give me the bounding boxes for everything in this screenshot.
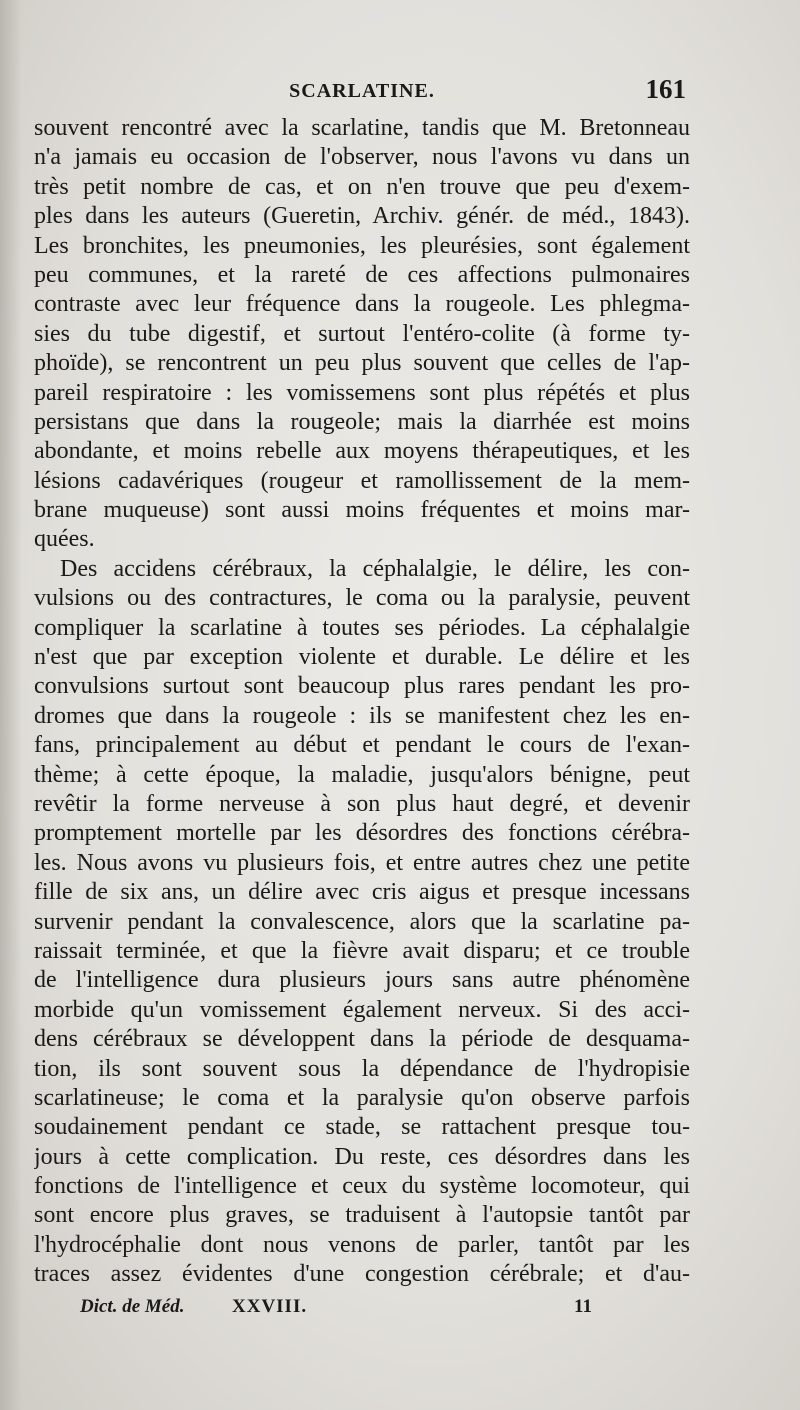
- text-line: très petit nombre de cas, et on n'en trouve que peu d'exem-: [34, 173, 690, 200]
- text-line: sies du tube digestif, et surtout l'entéro-colite (à forme ty-: [34, 320, 690, 347]
- text-line: phoïde), se rencontrent un peu plus souvent que celles de l'ap-: [34, 350, 690, 377]
- paragraph-end-line: quées.: [34, 526, 95, 553]
- text-line: convulsions surtout sont beaucoup plus rares pendant les pro-: [34, 673, 690, 700]
- text-line: pareil respiratoire : les vomissemens sont plus répétés et plus: [34, 379, 690, 406]
- text-line: raissait terminée, et que la fièvre avait disparu; et ce trouble: [34, 937, 690, 964]
- text-line: Les bronchites, les pneumonies, les pleurésies, sont également: [34, 232, 690, 259]
- text-line: morbide qu'un vomissement également nerveux. Si des acci-: [34, 996, 690, 1023]
- text-line: scarlatineuse; le coma et la paralysie qu'on observe parfois: [34, 1084, 690, 1111]
- text-line: n'est que par exception violente et durable. Le délire et les: [34, 644, 690, 671]
- page-header: [34, 74, 690, 108]
- text-line: sont encore plus graves, se traduisent à l'autopsie tantôt par: [34, 1202, 690, 1229]
- text-line: les. Nous avons vu plusieurs fois, et entre autres chez une petite: [34, 849, 690, 876]
- text-line: tion, ils sont souvent sous la dépendance de l'hydropisie: [34, 1055, 690, 1082]
- text-line: thème; à cette époque, la maladie, jusqu'alors bénigne, peut: [34, 761, 690, 788]
- text-line: abondante, et moins rebelle aux moyens thérapeutiques, et les: [34, 438, 690, 465]
- text-line: fonctions de l'intelligence et ceux du système locomoteur, qui: [34, 1173, 690, 1200]
- text-line: brane muqueuse) sont aussi moins fréquentes et moins mar-: [34, 497, 690, 524]
- text-line: revêtir la forme nerveuse à son plus haut degré, et devenir: [34, 790, 690, 817]
- text-line: jours à cette complication. Du reste, ces désordres dans les: [34, 1143, 690, 1170]
- text-line: lésions cadavériques (rougeur et ramollissement de la mem-: [34, 467, 690, 494]
- text-line: persistans que dans la rougeole; mais la diarrhée est moins: [34, 408, 690, 435]
- text-line: de l'intelligence dura plusieurs jours sans autre phénomène: [34, 967, 690, 994]
- page-number: 161: [645, 74, 686, 104]
- page-spine-shadow: [0, 0, 22, 1410]
- text-line: peu communes, et la rareté de ces affections pulmonaires: [34, 261, 690, 288]
- text-line: promptement mortelle par les désordres des fonctions cérébra-: [34, 820, 690, 847]
- text-line: fans, principalement au début et pendant le cours de l'exan-: [34, 732, 690, 759]
- text-line: survenir pendant la convalescence, alors que la scarlatine pa-: [34, 908, 690, 935]
- signature-mark: Dict. de Méd.: [80, 1296, 185, 1317]
- text-line: compliquer la scarlatine à toutes ses périodes. La céphalalgie: [34, 614, 690, 641]
- text-line: dromes que dans la rougeole : ils se manifestent chez les en-: [34, 702, 690, 729]
- sheet-number: 11: [574, 1296, 592, 1317]
- text-line: l'hydrocéphalie dont nous venons de parler, tantôt par les: [34, 1231, 690, 1258]
- volume-number: XXVIII.: [232, 1296, 308, 1317]
- paragraph-start-line: Des accidens cérébraux, la céphalalgie, le délire, les con-: [60, 555, 690, 582]
- text-line: ples dans les auteurs (Gueretin, Archiv. génér. de méd., 1843).: [34, 203, 690, 230]
- page-footer: [34, 1296, 690, 1326]
- text-line: traces assez évidentes d'une congestion cérébrale; et d'au-: [34, 1261, 690, 1288]
- text-line: dens cérébraux se développent dans la période de desquama-: [34, 1026, 690, 1053]
- text-line: vulsions ou des contractures, le coma ou la paralysie, peuvent: [34, 585, 690, 612]
- body-text: [34, 114, 690, 1290]
- text-line: soudainement pendant ce stade, se rattachent presque tou-: [34, 1114, 690, 1141]
- running-head: SCARLATINE.: [289, 80, 435, 102]
- text-line: souvent rencontré avec la scarlatine, tandis que M. Bretonneau: [34, 115, 690, 141]
- text-line: contraste avec leur fréquence dans la rougeole. Les phlegma-: [34, 291, 690, 318]
- text-line: fille de six ans, un délire avec cris aigus et presque incessans: [34, 879, 690, 906]
- text-line: n'a jamais eu occasion de l'observer, nous l'avons vu dans un: [34, 144, 690, 171]
